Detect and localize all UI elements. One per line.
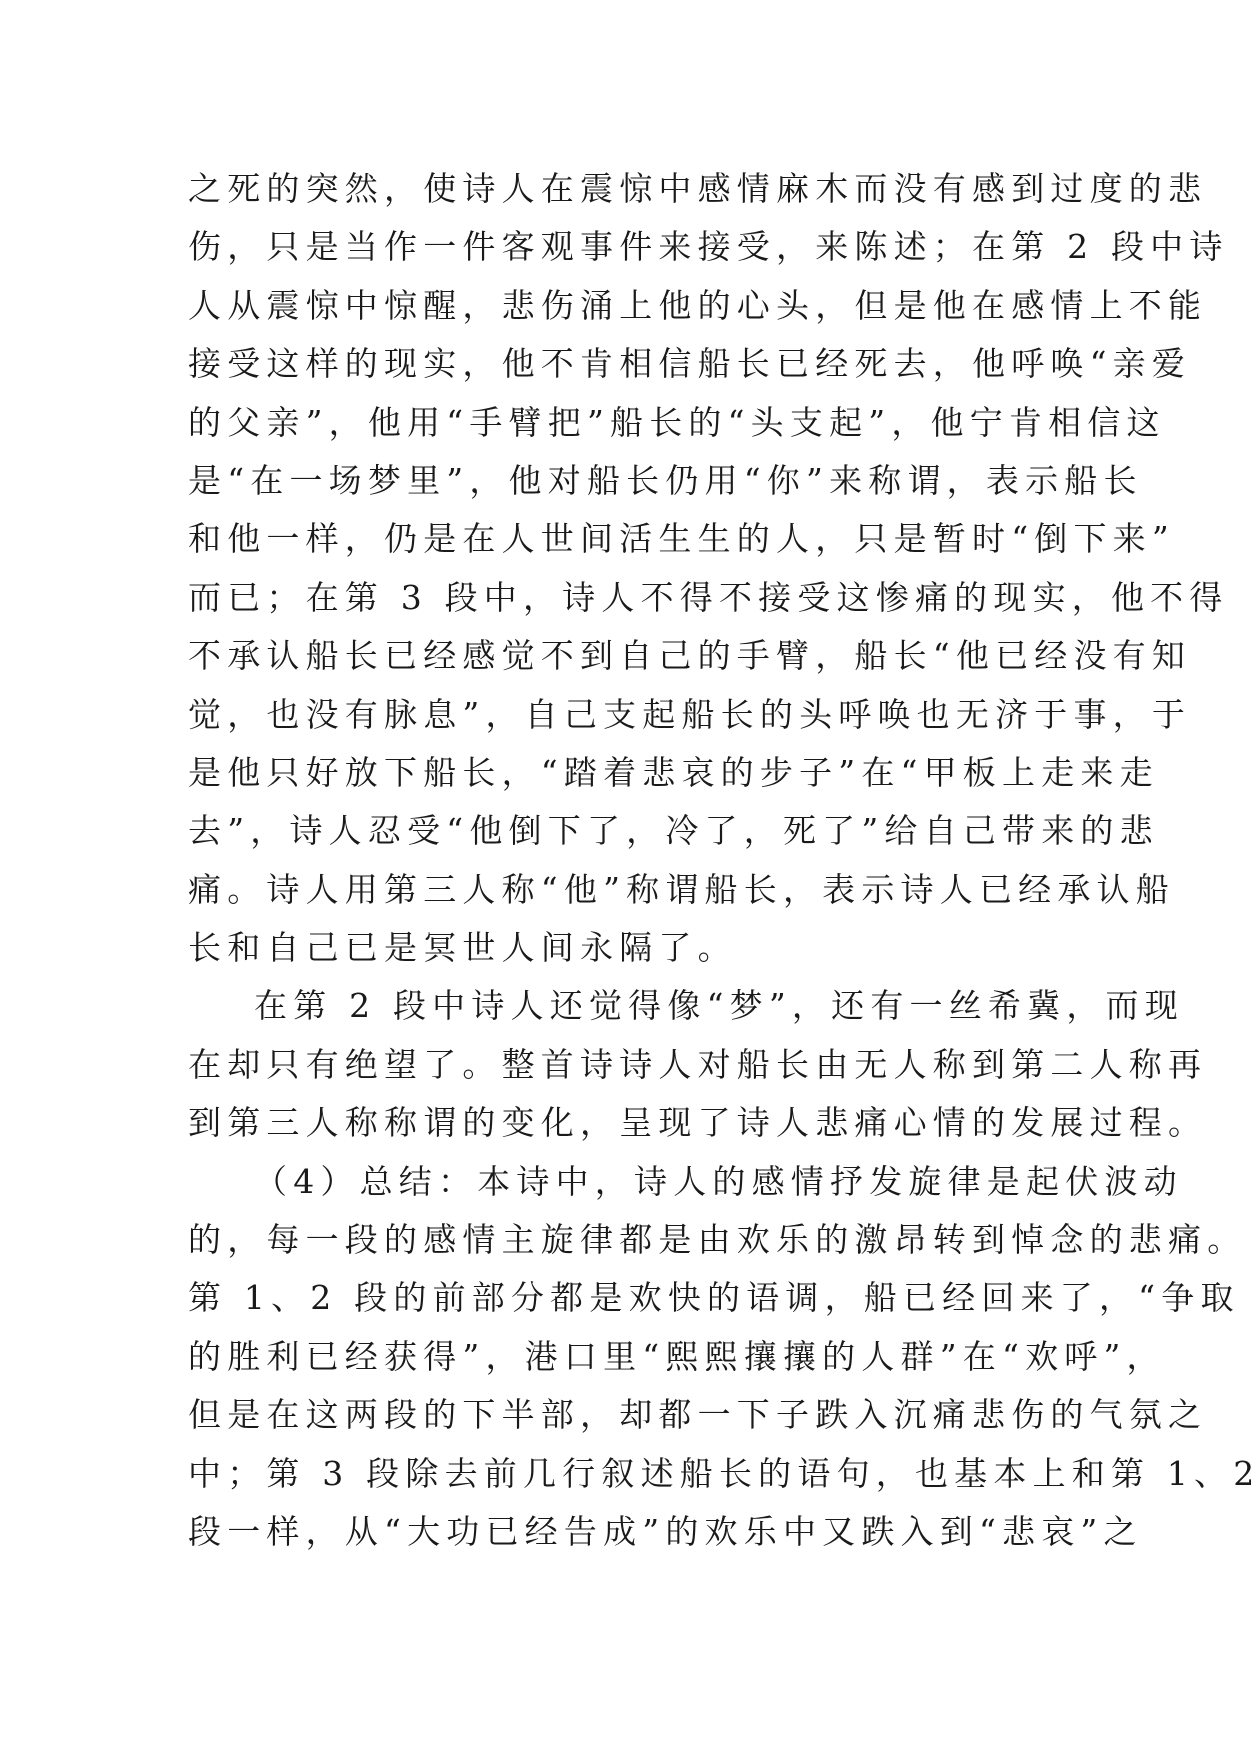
text-line: 去”，诗人忍受“他倒下了，冷了，死了”给自己带来的悲 — [188, 811, 1159, 851]
paragraph-start-line: （4）总结：本诗中，诗人的感情抒发旋律是起伏波动 — [254, 1161, 1183, 1201]
text-line: 第 1、2 段的前部分都是欢快的语调，船已经回来了，“争取 — [188, 1278, 1240, 1318]
text-line: 之死的突然，使诗人在震惊中感情麻木而没有感到过度的悲 — [188, 169, 1208, 208]
text-line: 的胜利已经获得”，港口里“熙熙攘攘的人群”在“欢呼”， — [188, 1336, 1166, 1376]
paragraph-start-line: 在第 2 段中诗人还觉得像“梦”，还有一丝希冀，而现 — [254, 986, 1184, 1026]
text-line: 伤，只是当作一件客观事件来接受，来陈述；在第 2 段中诗 — [188, 227, 1229, 267]
text-line: 痛。诗人用第三人称“他”称谓船长，表示诗人已经承认船 — [188, 869, 1175, 909]
text-line: 人从震惊中惊醒，悲伤涌上他的心头，但是他在感情上不能 — [188, 285, 1208, 325]
text-line: 觉，也没有脉息”，自己支起船长的头呼唤也无济于事，于 — [188, 694, 1192, 734]
body-text — [188, 160, 1260, 1561]
text-line: 接受这样的现实，他不肯相信船长已经死去，他呼唤“亲爱 — [188, 344, 1192, 384]
text-line: 中；第 3 段除去前几行叙述船长的语句，也基本上和第 1、2 — [188, 1453, 1260, 1493]
text-line: 到第三人称称谓的变化，呈现了诗人悲痛心情的发展过程。 — [188, 1103, 1208, 1143]
text-line: 而已；在第 3 段中，诗人不得不接受这惨痛的现实，他不得 — [188, 577, 1229, 617]
text-line: 是他只好放下船长，“踏着悲哀的步子”在“甲板上走来走 — [188, 752, 1159, 792]
text-line: 不承认船长已经感觉不到自己的手臂，船长“他已经没有知 — [188, 636, 1192, 676]
text-line: 长和自己已是冥世人间永隔了。 — [188, 928, 737, 968]
text-line: 段一样，从“大功已经告成”的欢乐中又跌入到“悲哀”之 — [188, 1511, 1143, 1551]
text-line: 是“在一场梦里”，他对船长仍用“你”来称谓，表示船长 — [188, 460, 1143, 500]
text-line: 的父亲”，他用“手臂把”船长的“头支起”，他宁肯相信这 — [188, 402, 1166, 442]
text-line: 但是在这两段的下半部，却都一下子跌入沉痛悲伤的气氛之 — [188, 1395, 1208, 1435]
text-line: 和他一样，仍是在人世间活生生的人，只是暂时“倒下来” — [188, 519, 1175, 559]
text-line: 的，每一段的感情主旋律都是由欢乐的激昂转到悼念的悲痛。 — [188, 1220, 1247, 1260]
text-line: 在却只有绝望了。整首诗诗人对船长由无人称到第二人称再 — [188, 1044, 1208, 1084]
